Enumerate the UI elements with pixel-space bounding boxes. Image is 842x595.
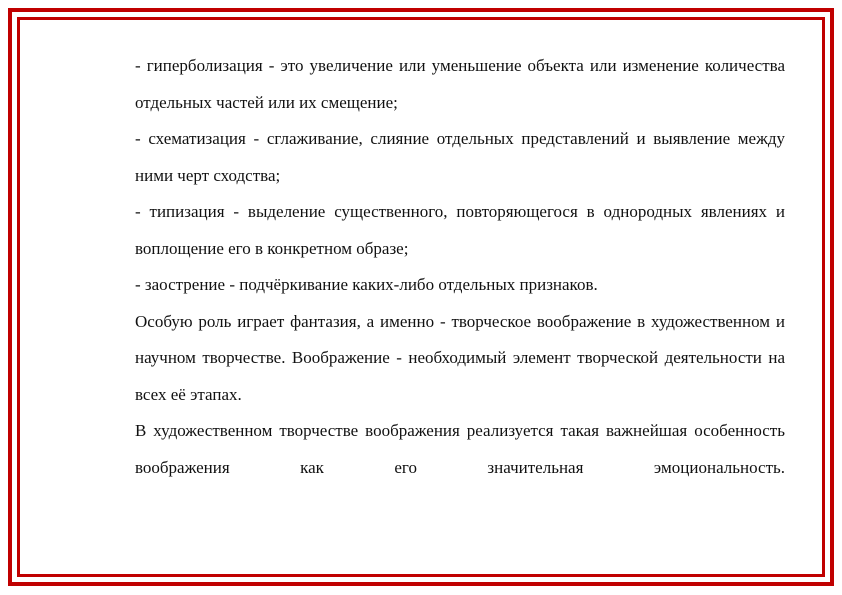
text-body (135, 48, 785, 486)
paragraph-typification: - типизация - выделение существенного, повторяющегося в однородных явлениях и воплощение его в конкретном образе; (135, 202, 785, 258)
paragraph-hyperbolization: - гиперболизация - это увеличение или уменьшение объекта или изменение количества отдельных частей или их смещение; (135, 56, 785, 112)
paragraph-sharpening: - заострение - подчёркивание каких-либо отдельных признаков. (135, 275, 598, 294)
paragraph-fantasy: Особую роль играет фантазия, а именно - творческое воображение в художественном и научном творчестве. Воображение - необходимый элемент творческой деятельности на всех её этапах. (135, 311, 785, 404)
paragraph-schematization: - схематизация - сглаживание, слияние отдельных представлений и выявление между ними черт сходства; (135, 129, 785, 185)
paragraph-artistic-creativity: В художественном творчестве воображения реализуется такая важнейшая особенность воображения как его значительная эмоциональность. (135, 421, 785, 477)
